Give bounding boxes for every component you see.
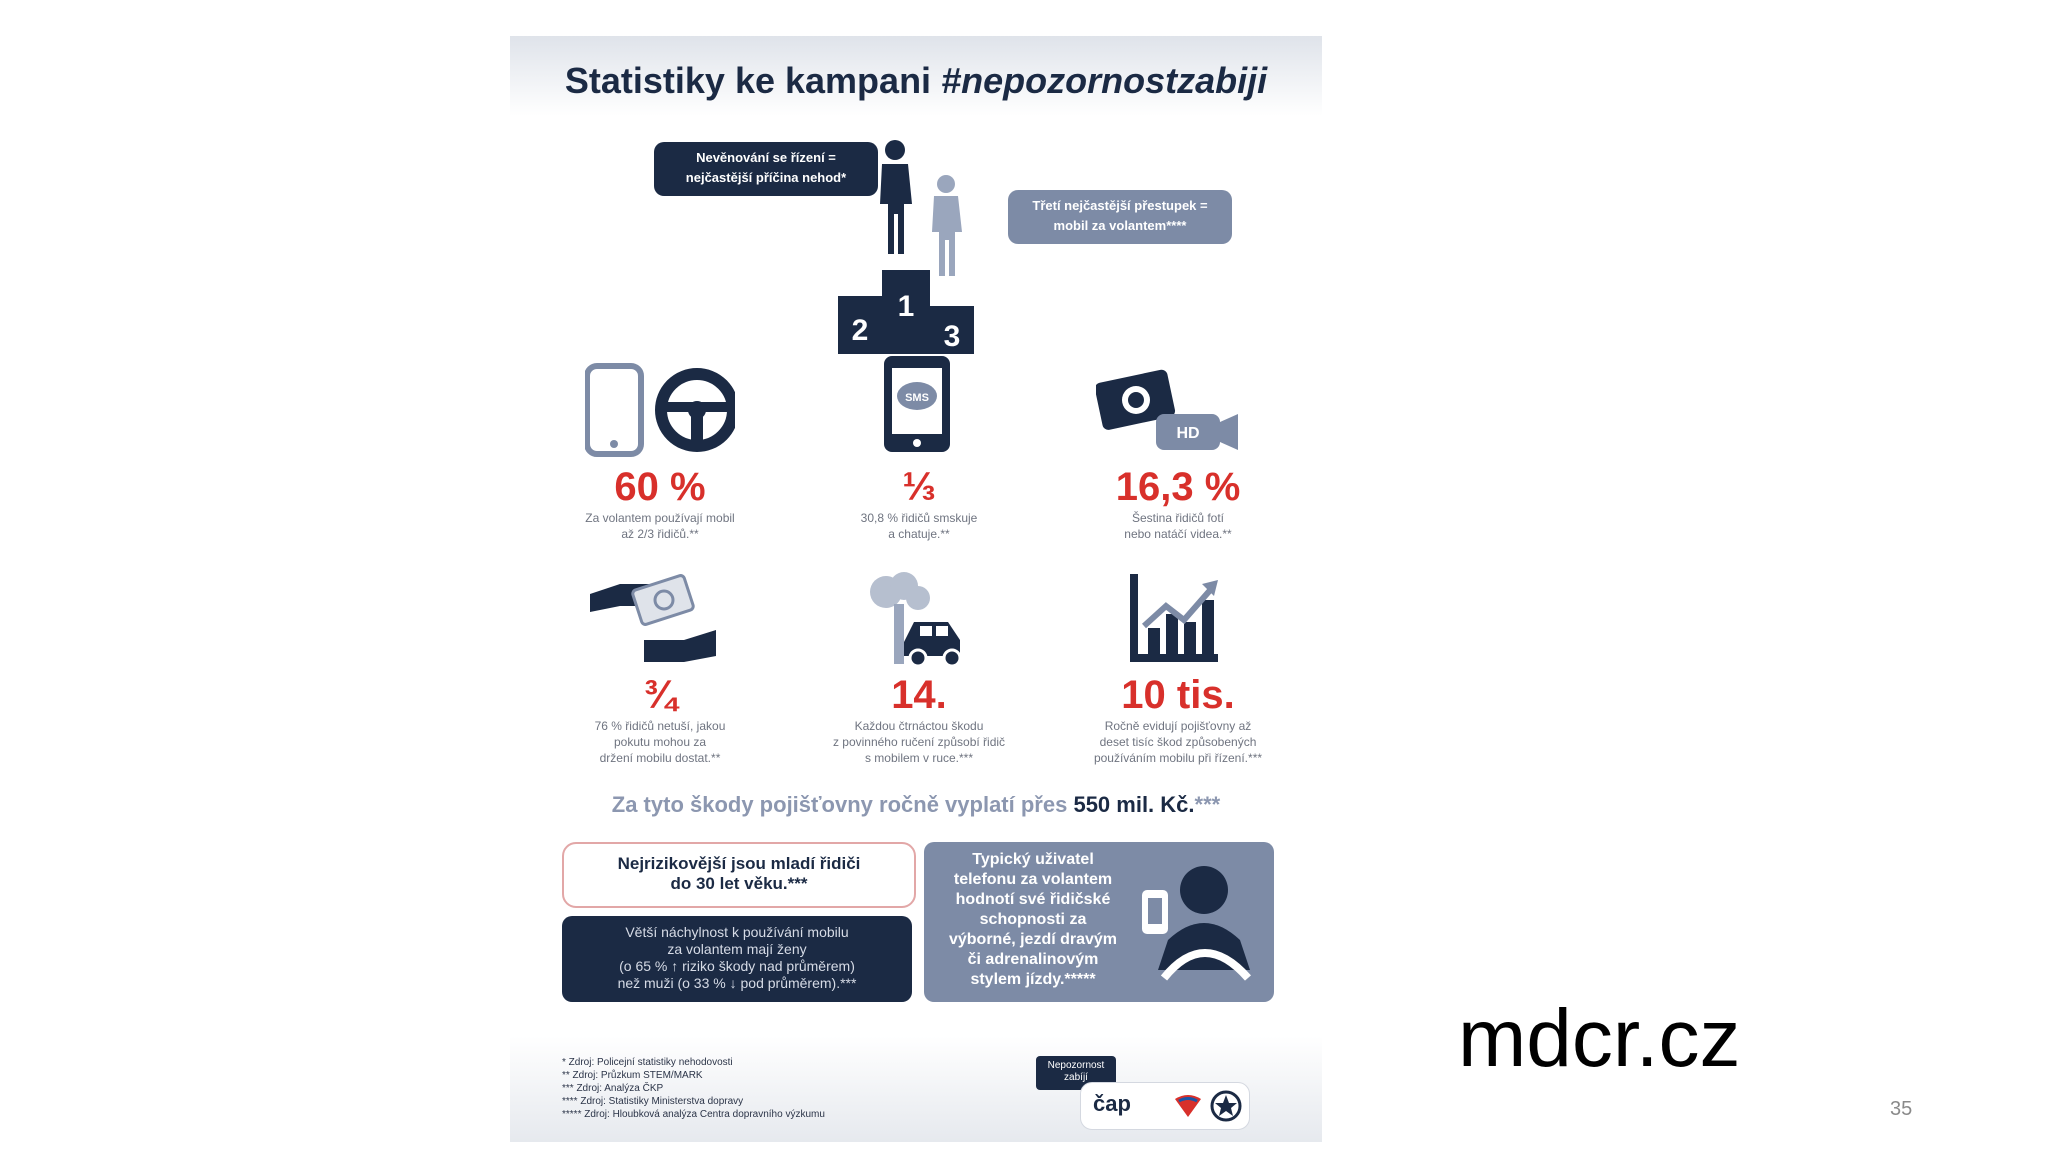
partner-logos — [1080, 1082, 1250, 1130]
ministry-logo-icon — [1173, 1091, 1203, 1121]
stat-mobile-use — [545, 464, 775, 542]
title-prefix: Statistiky ke kampani — [564, 60, 932, 101]
podium-label-2: 2 — [851, 314, 869, 347]
young-drivers-box — [562, 842, 916, 908]
footnote: ***** Zdroj: Hloubková analýza Centra dopravního výzkumu — [562, 1109, 825, 1120]
third-head — [937, 175, 955, 193]
women-line4: než muži (o 33 % ↓ pod průměrem).*** — [617, 975, 857, 991]
stat-desc-line3: držení mobilu dostat.** — [599, 751, 721, 765]
bubble-right-line2: mobil za volantem**** — [1053, 218, 1187, 233]
poster-title — [510, 60, 1322, 102]
driver-with-phone-icon — [1134, 860, 1264, 990]
stat-number: 10 tis. — [1121, 673, 1235, 717]
typical-line: hodnotí své řidičské — [955, 891, 1111, 908]
stat-desc-line1: Ročně evidují pojišťovny až — [1104, 719, 1252, 733]
bubble-right-line1: Třetí nejčastější přestupek = — [1032, 198, 1208, 213]
damages-mark: *** — [1194, 792, 1221, 817]
camera-video-icon — [1096, 356, 1246, 460]
money-hands-icon — [588, 570, 718, 670]
bubble-left-line1: Nevěnování se řízení = — [696, 150, 836, 165]
stat-desc-line1: 76 % řidičů netuší, jakou — [594, 719, 726, 733]
podium-label-1: 1 — [897, 290, 915, 323]
title-hashtag: #nepozornostzabiji — [941, 60, 1268, 101]
car-crash-tree-icon — [860, 570, 970, 670]
stat-number: ⅓ — [902, 465, 936, 509]
women-line1: Větší náchylnost k používání mobilu — [625, 924, 849, 940]
stat-number: 16,3 % — [1115, 465, 1241, 509]
page-number: 35 — [1890, 1098, 1913, 1120]
typical-line: výborné, jezdí dravým — [948, 931, 1118, 948]
svg-text:HD: HD — [1176, 425, 1200, 442]
winner-head — [885, 140, 905, 160]
young-line1: Nejrizikovější jsou mladí řidiči — [617, 854, 861, 873]
site-url: mdcr.cz — [1458, 993, 1741, 1084]
typical-line: telefonu za volantem — [953, 871, 1113, 888]
stat-number: 60 % — [614, 465, 706, 509]
cap-logo: čap — [1093, 1091, 1131, 1116]
stat-desc-line1: Každou čtrnáctou škodu — [854, 719, 984, 733]
stat-desc-line2: nebo natáčí videa.** — [1124, 527, 1232, 541]
damages-line — [510, 792, 1322, 818]
footnote: * Zdroj: Policejní statistiky nehodovosti — [562, 1057, 733, 1068]
stat-sms — [804, 464, 1034, 542]
stat-desc-line2: deset tisíc škod způsobených — [1099, 735, 1257, 749]
footnote: *** Zdroj: Analýza ČKP — [562, 1083, 664, 1094]
damages-text: Za tyto škody pojišťovny ročně vyplatí přes — [611, 792, 1068, 817]
phone-steering-wheel-icon — [585, 362, 735, 458]
growth-chart-icon — [1126, 570, 1222, 666]
speech-bubble-third-offence — [1008, 190, 1232, 244]
stat-desc-line2: z povinného ručení způsobí řidič — [832, 735, 1006, 749]
bubble-left-line2: nejčastější příčina nehod* — [685, 170, 847, 185]
svg-text:SMS: SMS — [905, 392, 929, 404]
women-men-box — [562, 916, 912, 1002]
stat-fine-awareness — [545, 672, 775, 766]
typical-line: schopnosti za — [979, 911, 1087, 928]
podium-icon — [830, 136, 990, 366]
typical-line: či adrenalinovým — [967, 951, 1099, 968]
stat-number: ¾ — [643, 673, 677, 717]
typical-user-box — [924, 842, 1274, 1002]
stat-desc-line1: 30,8 % řidičů smskuje — [860, 511, 978, 525]
stat-photo-video — [1063, 464, 1293, 542]
typical-line: stylem jízdy.***** — [970, 971, 1096, 988]
stat-desc-line2: a chatuje.** — [888, 527, 950, 541]
infographic-poster — [510, 36, 1322, 1142]
stat-every-14th — [804, 672, 1034, 766]
damages-value: 550 mil. Kč. — [1073, 792, 1195, 817]
women-line3: (o 65 % ↑ riziko škody nad průměrem) — [619, 958, 855, 974]
campaign-tag-line1: Nepozornost — [1047, 1060, 1105, 1071]
footnote: ** Zdroj: Průzkum STEM/MARK — [562, 1070, 703, 1081]
stat-desc-line2: pokutu mohou za — [613, 735, 707, 749]
stat-desc-line1: Za volantem používají mobil — [585, 511, 735, 525]
young-line2: do 30 let věku.*** — [670, 874, 808, 893]
footnote: **** Zdroj: Statistiky Ministerstva dopravy — [562, 1096, 744, 1107]
stat-desc-line3: s mobilem v ruce.*** — [864, 751, 974, 765]
stat-desc-line3: používáním mobilu při řízení.*** — [1093, 751, 1263, 765]
sms-phone-icon — [880, 352, 956, 456]
footnotes — [562, 1056, 825, 1121]
police-badge-icon — [1209, 1089, 1243, 1123]
stat-desc-line1: Šestina řidičů fotí — [1131, 511, 1225, 525]
stat-number: 14. — [891, 673, 947, 717]
stat-desc-line2: až 2/3 řidičů.** — [621, 527, 699, 541]
third-body — [932, 196, 962, 276]
women-line2: za volantem mají ženy — [667, 941, 807, 957]
campaign-tag-line2: zabíjí — [1064, 1072, 1088, 1083]
stat-10k-claims — [1063, 672, 1293, 766]
typical-line: Typický uživatel — [972, 851, 1094, 868]
podium-label-3: 3 — [943, 320, 961, 353]
winner-body — [880, 164, 912, 254]
